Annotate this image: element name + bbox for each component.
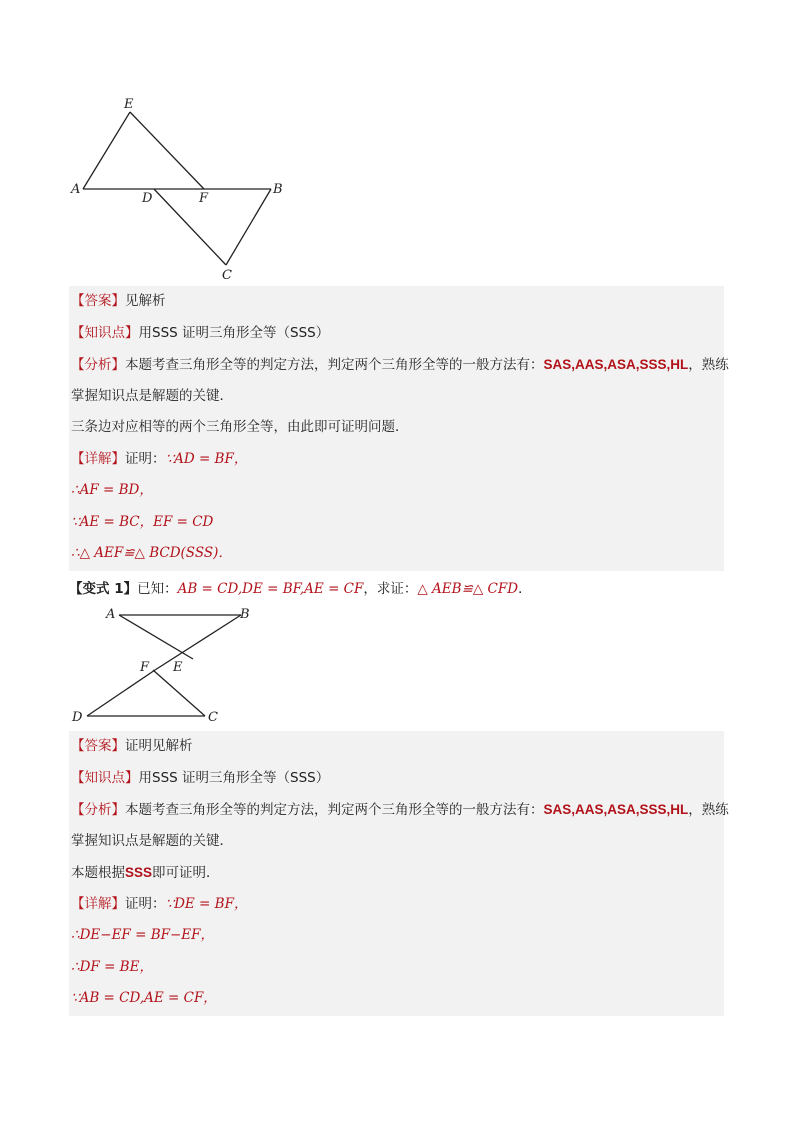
knowledge-text: 用SSS 证明三角形全等（SSS）	[138, 769, 330, 786]
analysis-methods: SAS,AAS,ASA,SSS,HL	[543, 357, 689, 372]
analysis-text-a: 本题考查三角形全等的判定方法，判定两个三角形全等的一般方法有：	[125, 802, 544, 818]
label-F: F	[140, 660, 150, 675]
analysis-line-3	[69, 857, 724, 889]
proof-step-2-line	[69, 920, 724, 952]
detail-tag: 【详解】	[71, 895, 125, 912]
proof-step-4: ∵AB = CD,AE = CF，	[71, 990, 217, 1006]
analysis-text-a: 本题考查三角形全等的判定方法，判定两个三角形全等的一般方法有：	[125, 357, 544, 373]
variant-1-problem	[69, 576, 532, 602]
variant-tag: 【变式 1】	[69, 581, 138, 597]
segment-EF	[130, 112, 204, 189]
analysis-tag: 【分析】	[71, 357, 125, 373]
detail-prefix: 证明：	[125, 895, 166, 912]
proof-step-3-line	[69, 952, 724, 984]
detail-prefix: 证明：	[125, 450, 166, 467]
analysis-line-3	[69, 412, 724, 444]
proof-step-4-line	[69, 983, 724, 1015]
given-math: AB = CD,DE = BF,AE = CF	[177, 581, 364, 597]
detail-line	[69, 889, 724, 921]
segment-BC	[226, 189, 271, 265]
solution-block-2	[69, 731, 729, 1016]
solution-block-1	[69, 286, 729, 571]
answer-tag: 【答案】	[71, 738, 125, 754]
analysis-line-3-text: 三条边对应相等的两个三角形全等，由此即可证明问题．	[71, 419, 409, 435]
analysis-text-b: ，熟练	[688, 357, 729, 373]
analysis-methods: SAS,AAS,ASA,SSS,HL	[543, 802, 689, 817]
variant-end: ．	[518, 581, 532, 597]
analysis-line-2	[69, 826, 724, 858]
proof-step-1: ∵DE = BF，	[165, 895, 248, 912]
analysis-line-2-text: 掌握知识点是解题的关键．	[71, 832, 233, 849]
segment-AE	[83, 112, 130, 189]
segment-FC	[153, 670, 205, 716]
proof-step-4: ∴△ AEF≌△ BCD(SSS)．	[71, 545, 232, 561]
knowledge-text: 用SSS 证明三角形全等（SSS）	[138, 324, 330, 341]
figure-1-svg	[60, 90, 300, 285]
proof-step-3: ∵AE = BC，EF = CD	[71, 513, 214, 530]
analysis-tag: 【分析】	[71, 802, 125, 818]
label-A: A	[106, 607, 116, 622]
analysis-text-b: ，熟练	[688, 802, 729, 818]
detail-tag: 【详解】	[71, 450, 125, 467]
figure-1-diagram	[60, 90, 300, 285]
knowledge-line	[69, 318, 724, 350]
label-B: B	[240, 607, 250, 622]
answer-tag: 【答案】	[71, 293, 125, 309]
knowledge-tag: 【知识点】	[71, 324, 139, 341]
given-label: 已知：	[137, 581, 178, 597]
figure-2-svg	[60, 600, 300, 730]
analysis-line-1	[69, 794, 729, 826]
analysis-line-3-a: 本题根据	[71, 865, 125, 881]
label-D: D	[142, 191, 153, 206]
label-E: E	[173, 660, 183, 675]
label-B: B	[273, 182, 283, 197]
proof-step-3-line	[69, 507, 724, 539]
answer-line	[69, 731, 724, 763]
proof-step-2: ∴AF = BD，	[71, 482, 153, 498]
answer-line	[69, 286, 724, 318]
analysis-line-3-sss: SSS	[125, 865, 153, 880]
analysis-line-1	[69, 349, 729, 381]
knowledge-line	[69, 763, 724, 795]
knowledge-tag: 【知识点】	[71, 769, 139, 786]
answer-text: 见解析	[125, 293, 166, 309]
label-E: E	[124, 97, 134, 112]
segment-DC	[154, 189, 226, 265]
label-A: A	[71, 182, 81, 197]
analysis-line-2	[69, 381, 724, 413]
proof-step-3: ∴DF = BE，	[71, 958, 153, 975]
detail-line	[69, 444, 724, 476]
analysis-line-2-text: 掌握知识点是解题的关键．	[71, 387, 233, 404]
segment-FD	[87, 670, 155, 716]
proof-step-1: ∵AD = BF，	[165, 450, 248, 467]
proof-step-2-line	[69, 475, 724, 507]
answer-text: 证明见解析	[125, 738, 193, 754]
label-C: C	[222, 268, 232, 283]
label-F: F	[199, 191, 209, 206]
label-D: D	[72, 710, 83, 725]
figure-2-diagram	[60, 600, 300, 730]
proof-step-4-line	[69, 538, 724, 570]
label-C: C	[208, 710, 218, 725]
prove-math: △ AEB≌△ CFD	[417, 581, 519, 597]
prove-label: ，求证：	[363, 581, 418, 597]
segment-BF	[155, 615, 241, 670]
proof-step-2: ∴DE−EF = BF−EF，	[71, 927, 215, 943]
analysis-line-3-b: 即可证明．	[152, 865, 220, 881]
